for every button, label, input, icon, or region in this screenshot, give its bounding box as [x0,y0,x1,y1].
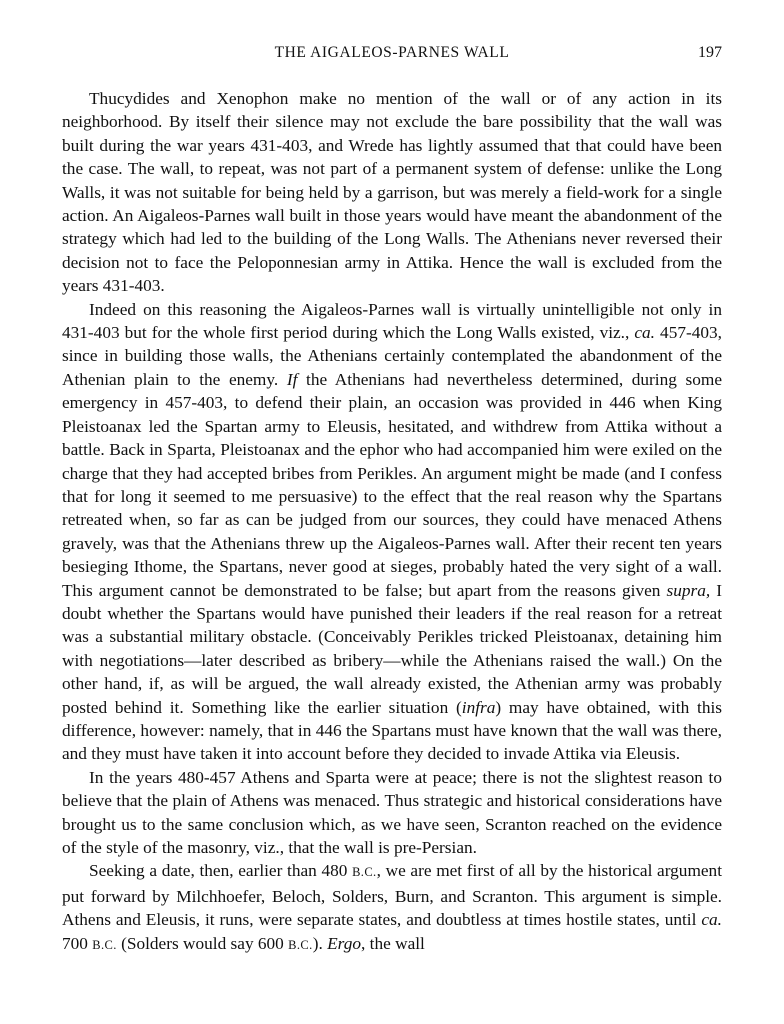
italic-text: Ergo [327,933,362,953]
running-title: THE AIGALEOS-PARNES WALL [274,44,510,61]
italic-text: If [286,369,298,389]
paragraph [62,766,722,860]
small-caps-text: B.C. [92,937,117,952]
page-number: 197 [698,44,722,61]
paragraph [62,859,722,957]
text-run: , the wall [361,933,425,953]
text-run: Seeking a date, then, earlier than 480 [89,861,353,881]
text-run: , we are met first of all by the historical argument put forward by Milchhoefer, Beloch, Solders, Burn, and Scranton. This argument is simple. Athens and Eleusis, it runs, were separate states, and doubtless at times hostile states, until [62,861,722,930]
italic-text: ca. [634,323,656,343]
paragraph [62,298,722,766]
text-run: In the years 480-457 Athens and Sparta were at peace; there is not the slightest reason to believe that the plain of Athens was menaced. Thus strategic and historical considerations have brought us to the same conclusion which, as we have seen, Scranton reached on the evidence of the style of the masonry, viz., that the wall is pre-Persian. [62,767,722,857]
paragraph [62,87,722,298]
text-run: Indeed on this reasoning the Aigaleos-Parnes wall is virtually unintelligible not only in 431-403 but for the whole first period during which the Long Walls existed, viz., [62,299,722,343]
italic-text: ca. [701,910,722,930]
text-run: I doubt whether the Spartans would have punished their leaders if the real reason for a retreat was a substantial military obstacle. (Conceivably Perikles tricked Pleistoanax, detaining him with negotiations—later described as bribery—while the Athenians raised the wall.) On the other hand, if, as will be argued, the wall already existed, the Athenian army was probably posted behind it. Something like the earlier situation ( [62,580,722,717]
body-text [62,87,722,957]
small-caps-text: B.C. [352,865,377,880]
text-run: the Athenians had nevertheless determined, during some emergency in 457-403, to defend their plain, an occasion was provided in 446 when King Pleistoanax led the Spartan army to Eleusis, hesitated, and withdrew from Attika without a battle. Back in Sparta, Pleistoanax and the ephor who had accompanied him were exiled on the charge that they had accepted bribes from Perikles. An argument might be made (and I confess that for long it seemed to me persuasive) to the effect that the real reason why the Spartans retreated when, so far as can be judged from our sources, they could have menaced Athens gravely, was that the Athenians threw up the Aigaleos-Parnes wall. After their recent ten years besieging Ithome, the Spartans, never good at sieges, probably hated the very sight of a wall. This argument cannot be demonstrated to be false; but apart from the reasons given [62,369,722,600]
text-run: 457-403, since in building those walls, the Athenians certainly contemplated the abandonment of the Athenian plain to the enemy. [62,323,722,389]
text-run: 700 [62,933,93,953]
small-caps-text: B.C. [288,937,313,952]
running-head [62,44,722,68]
text-run: (Solders would say 600 [116,933,289,953]
text-run: ). [312,933,328,953]
text-run: ) may have obtained, with this difference, however: namely, that in 446 the Spartans must have known that the wall was there, and they must have taken it into account before they decided to invade Attika via Eleusis. [62,697,723,764]
italic-text: infra [461,697,496,717]
italic-text: supra, [666,580,711,600]
book-page [62,44,722,957]
text-run: Thucydides and Xenophon make no mention of the wall or of any action in its neighborhood. By itself their silence may not exclude the bare possibility that the wall was built during the war years 431-403, and Wrede has lightly assumed that that could have been the case. The wall, to repeat, was not part of a permanent system of defense: unlike the Long Walls, it was not suitable for being held by a garrison, but was merely a field-work for a single action. An Aigaleos-Parnes wall built in those years would have meant the abandonment of the strategy which had led to the building of the Long Walls. The Athenians never reversed their decision not to face the Peloponnesian army in Attika. Hence the wall is excluded from the years 431-403. [62,89,722,296]
